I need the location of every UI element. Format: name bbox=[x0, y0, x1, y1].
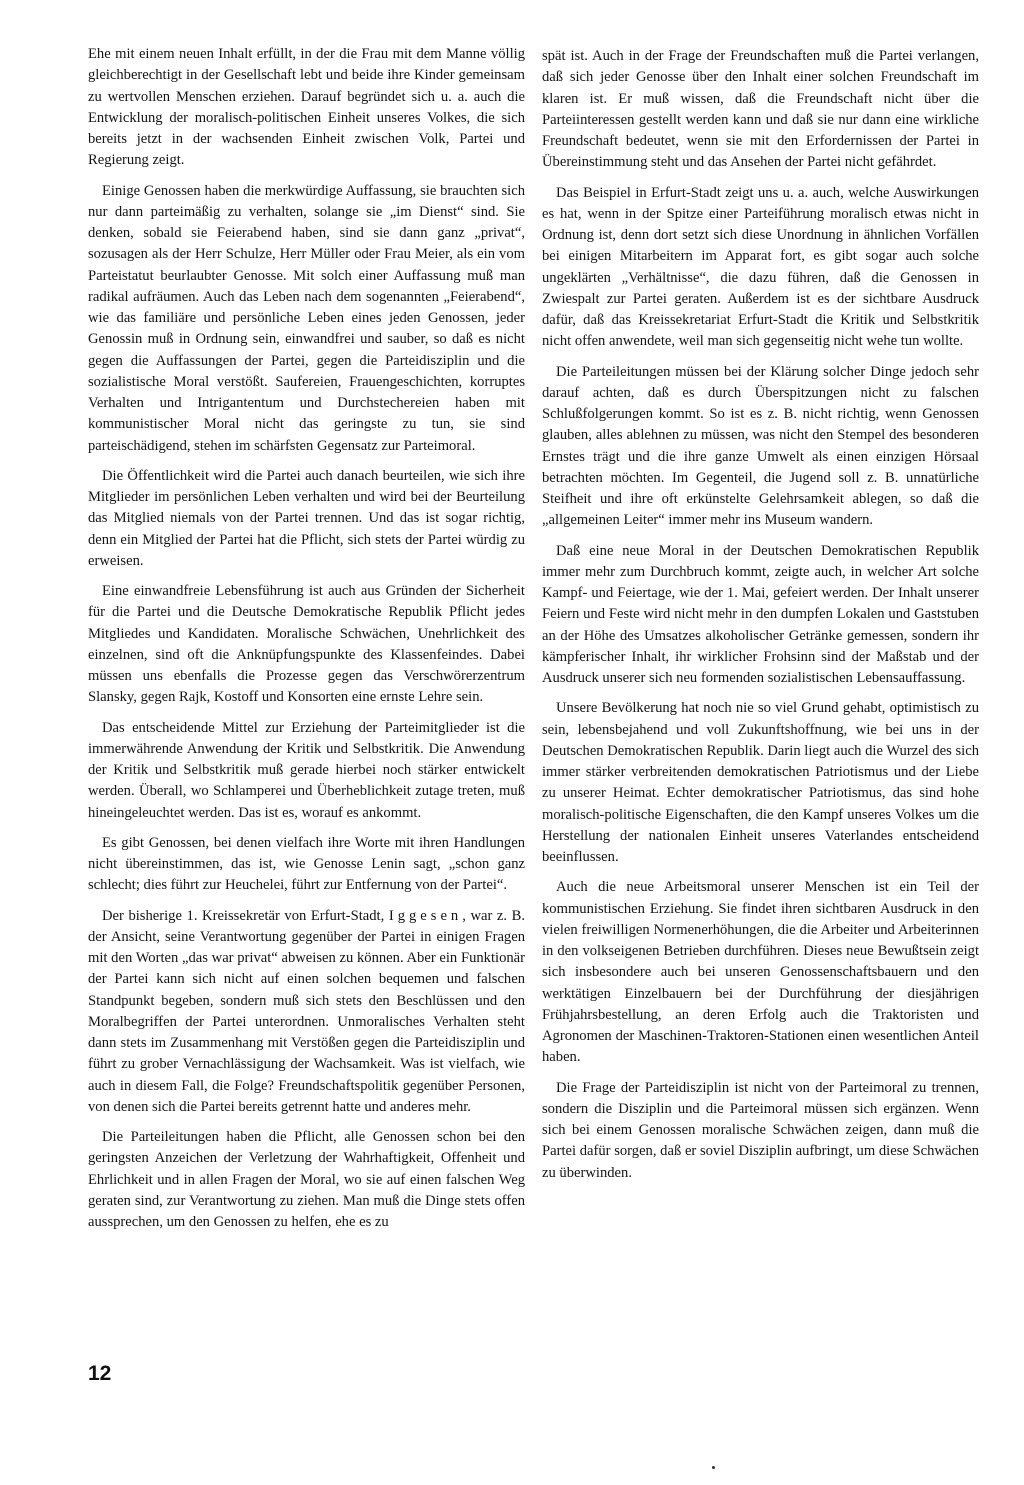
paragraph: Die Parteileitungen haben die Pflicht, alle Genossen schon bei den geringsten Anzeichen der Verletzung der Wahrhaftigkeit, Offenheit und Ehrlichkeit und in allen Fragen der Moral, wo sie auf einen falschen Weg geraten sind, zur Verantwortung zu ziehen. Man muß die Dinge stets offen aussprechen, um den Genossen zu helfen, ehe es zu bbox=[88, 1129, 525, 1230]
paragraph-text: Der bisherige 1. Kreissekretär von Erfurt-Stadt, bbox=[102, 907, 389, 924]
paragraph: Das Beispiel in Erfurt-Stadt zeigt uns u. a. auch, welche Auswirkungen es hat, wenn in der Spitze einer Parteiführung moralisch etwas nicht in Ordnung ist, denn dort setzt sich diese Unordnung in ähnlichen Vorfällen bei einigen Mitarbeitern im Apparat fort, es gibt sogar auch solche ungeklärten „Verhältnisse“, die dazu führen, daß die Genossen in Zwiespalt zur Partei geraten. Außerdem ist es der sichtbare Ausdruck dafür, daß das Kreissekretariat Erfurt-Stadt die Kritik und Selbstkritik nicht offen anwendete, weil man sich gegenseitig nicht wehe tun wollte. bbox=[542, 184, 979, 350]
left-column bbox=[88, 44, 525, 1242]
right-column bbox=[542, 46, 979, 1193]
paragraph: Ehe mit einem neuen Inhalt erfüllt, in der die Frau mit dem Manne völlig gleichberechtigt in der Gesellschaft lebt und beide ihre Kinder gemeinsam zu wertvollen Menschen erziehen. Darauf begründet sich u. a. auch die Entwicklung der moralisch-politischen Einheit unseres Volkes, die sich bereits jetzt in der wachsenden Einheit zwischen Volk, Partei und Regierung zeigt. bbox=[88, 46, 525, 169]
paragraph: Es gibt Genossen, bei denen vielfach ihre Worte mit ihren Handlungen nicht übereinstimmen, das ist, wie Genosse Lenin sagt, „schon ganz schlecht; dies führt zur Heuchelei, führt zur Entfernung von der Partei“. bbox=[88, 834, 525, 894]
paragraph: Einige Genossen haben die merkwürdige Auffassung, sie brauchten sich nur dann parteimäßig zu verhalten, solange sie „im Dienst“ sind. Sie denken, sobald sie Feierabend haben, sind sie dann ganz „privat“, sozusagen als der Herr Schulze, Herr Müller oder Frau Meier, als ein vom Parteistatut beurlaubter Genosse. Mit solch einer Auffassung muß man radikal aufräumen. Auch das Leben nach dem sogenannten „Feierabend“, wie das familiäre und persönliche Leben eines jeden Genossen, jeder Genossin muß in Ordnung sein, einwandfrei und sauber, so daß es nicht gegen die Auffassungen der Partei, gegen die Parteidisziplin und die sozialistische Moral verstößt. Saufereien, Frauengeschichten, korruptes Verhalten und Intrigantentum und Durchstechereien haben mit kommunistischer Moral nicht das geringste zu tun, sie sind parteischädigend, stehen im schärfsten Gegensatz zur Parteimoral. bbox=[88, 182, 525, 454]
paragraph: Die Parteileitungen müssen bei der Klärung solcher Dinge jedoch sehr darauf achten, daß es durch Überspitzungen nicht zu falschen Schlußfolgerungen kommt. So ist es z. B. nicht richtig, wenn Genossen glauben, alles ablehnen zu müssen, was nicht den Stempel des besonderen Ernstes trägt und die ihre ganze Umwelt als einen einzigen Hörsaal betrachten möchten. Im Gegenteil, die Jugend soll z. B. unnatürliche Steifheit und ihre oft erkünstelte Gelehrsamkeit ablegen, so daß die „allgemeinen Leiter“ immer mehr ins Museum wandern. bbox=[542, 363, 979, 529]
paragraph: Das entscheidende Mittel zur Erziehung der Parteimitglieder ist die immerwährende Anwendung der Kritik und Selbstkritik. Die Anwendung der Kritik und Selbstkritik muß gerade hierbei noch stärker entwickelt werden. Überall, wo Schlamperei und Überheblichkeit zutage treten, muß hineingeleuchtet werden. Das ist es, worauf es ankommt. bbox=[88, 719, 525, 821]
paragraph: Die Öffentlichkeit wird die Partei auch danach beurteilen, wie sich ihre Mitglieder im persönlichen Leben verhalten und wird bei der Beurteilung das Mitglied niemals von der Partei trennen. Und das ist sogar richtig, denn ein Mitglied der Partei hat die Pflicht, sich stets der Partei würdig zu erweisen. bbox=[88, 467, 525, 569]
paragraph: Unsere Bevölkerung hat noch nie so viel Grund gehabt, optimistisch zu sein, lebensbejahend und voll Zukunftshoffnung, wie bei uns in der Deutschen Demokratischen Republik. Darin liegt auch die Wurzel des sich immer stärker verbreitenden demokratischen Patriotismus und der Liebe zu unserer Heimat. Echter demokratischer Patriotismus, das sind hohe moralisch-politische Eigenschaften, die den Kampf unseres Volkes um die Herstellung der nationalen Einheit unseres Vaterlandes entscheidend beeinflussen. bbox=[542, 700, 979, 865]
paragraph: Eine einwandfreie Lebensführung ist auch aus Gründen der Sicherheit für die Partei und die Deutsche Demokratische Republik Pflicht jedes Mitgliedes und Kandidaten. Moralische Schwächen, Unehrlichkeit des einzelnen, sind oft die Anknüpfungspunkte des Klassenfeindes. Dabei müssen uns ebenfalls die Prozesse gegen das Verschwörerzentrum Slansky, gegen Rajk, Kostoff und Konsorten eine ernste Lehre sein. bbox=[88, 583, 525, 706]
page-number: 12 bbox=[88, 1362, 112, 1385]
paragraph: Die Frage der Parteidisziplin ist nicht von der Parteimoral zu trennen, sondern die Disziplin und die Parteimoral müssen sich ergänzen. Wenn sich bei einem Genossen moralische Schwächen zeigen, dann muß die Partei dafür sorgen, daß er soviel Disziplin aufbringt, um diese Schwächen zu überwinden. bbox=[542, 1079, 979, 1181]
person-name: Iggesen bbox=[388, 907, 463, 924]
print-speck bbox=[712, 1466, 715, 1469]
paragraph: Daß eine neue Moral in der Deutschen Demokratischen Republik immer mehr zum Durchbruch kommt, zeigte auch, in welcher Art solche Kampf- und Feiertage, wie der 1. Mai, gefeiert werden. Der Inhalt unserer Feiern und Feste wird nicht mehr in den dumpfen Lokalen und Gaststuben an der Höhe des Umsatzes alkoholischer Getränke gemessen, sondern ihr kämpferischer Inhalt, ihr wirklicher Frohsinn sind der Maßstab und der Ausdruck unserer sich neu formenden sozialistischen Lebensauffassung. bbox=[542, 542, 979, 686]
paragraph-iggesen bbox=[88, 906, 525, 1119]
paragraph: Auch die neue Arbeitsmoral unserer Menschen ist ein Teil der kommunistischen Erziehung. Sie findet ihren sichtbaren Ausdruck in den vielen freiwilligen Normenerhöhungen, die die Arbeiter und Arbeiterinnen in den volkseigenen Betrieben durchführen. Dieses neue Bewußtsein zeigt sich insbesondere auch bei unseren Genossenschaftsbauern und den werktätigen Einzelbauern bei der Durchführung der diesjährigen Frühjahrsbestellung, an deren Erfolg auch die Traktoristen und Agronomen der Maschinen-Traktoren-Stationen einen wesentlichen Anteil haben. bbox=[542, 879, 979, 1066]
paragraph-continued: spät ist. Auch in der Frage der Freundschaften muß die Partei verlangen, daß sich jeder Genosse über den Inhalt einer solchen Freundschaft im klaren ist. Er muß wissen, daß die Freundschaft nicht über die Parteiinteressen gestellt werden kann und daß sie nur dann eine wirkliche Freundschaft bedeutet, wenn sie mit den Erfordernissen der Partei in Übereinstimmung steht und das Ansehen der Partei nicht gefährdet. bbox=[542, 48, 979, 171]
paragraph-text: , war z. B. der Ansicht, seine Verantwortung gegenüber der Partei in einigen Fragen mit den Worten „das war privat“ abweisen zu können. Aber ein Funktionär der Partei kann sich nicht auf einen solchen bequemen und falschen Standpunkt begeben, sondern muß sich stets den Beschlüssen und den Moralbegriffen der Partei unterordnen. Unmoralisches Verhalten steht dann stets im Zusammenhang mit Verstößen gegen die Parteidisziplin und führt zu grober Vernachlässigung der Wachsamkeit. Was ist vielfach, wie auch in diesem Fall, die Folge? Freundschaftspolitik gegenüber Personen, von denen sich die Partei bereits getrennt hatte und anderes mehr. bbox=[88, 907, 525, 1115]
